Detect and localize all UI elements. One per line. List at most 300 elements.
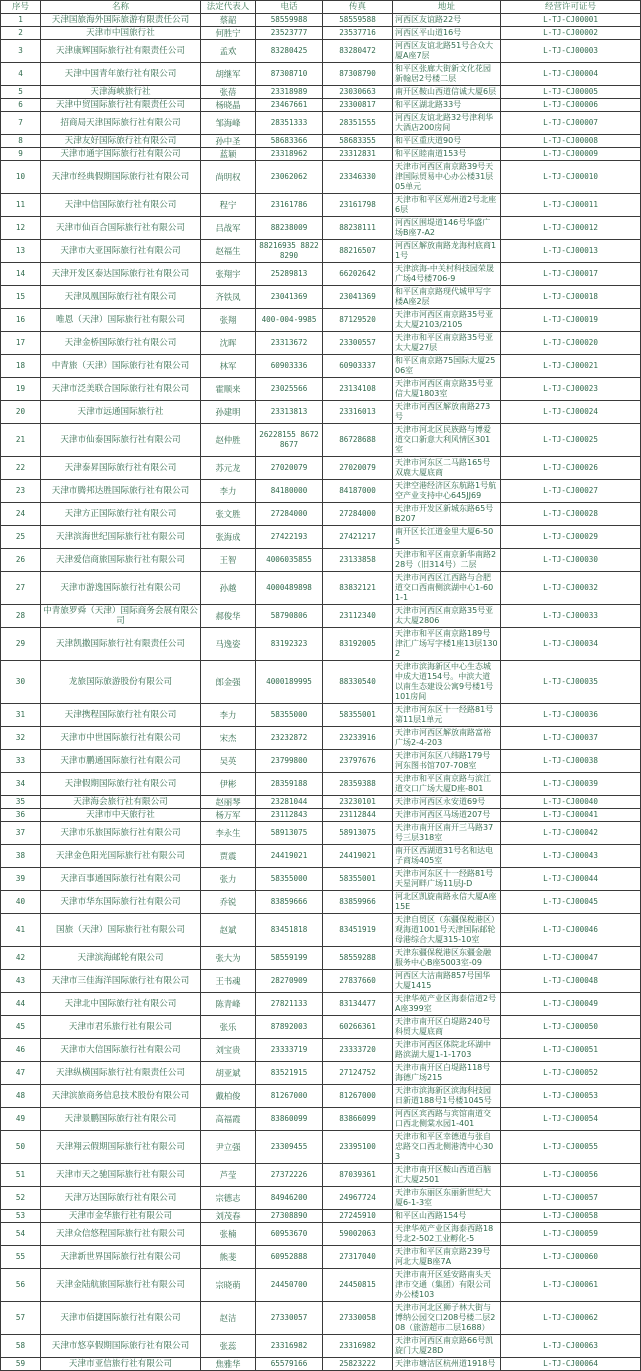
- phone-number-cell: 60903336: [256, 355, 323, 378]
- phone-number-cell: 60953670: [256, 1223, 323, 1246]
- row-no-cell: 5: [1, 86, 41, 99]
- table-row: [1, 1210, 641, 1223]
- license-number-cell: L-TJ-CJ00045: [501, 891, 641, 914]
- address-cell: 天津市河西区江西路与合肥道交口西南侧滨湖中心1-601-1: [393, 572, 501, 605]
- legal-representative-cell: 赵丽琴: [201, 796, 256, 809]
- legal-representative-cell: 赵斌: [201, 914, 256, 947]
- phone-number-cell: 23467661: [256, 99, 323, 112]
- address-cell: 天津市南开区白堤路118号海德广场215: [393, 1062, 501, 1085]
- phone-number-cell: 87892003: [256, 1016, 323, 1039]
- phone-number-cell: 23232872: [256, 727, 323, 750]
- phone-number-cell: 88238009: [256, 217, 323, 240]
- agency-name-cell: 天津市仙百合国际旅行社有限公司: [41, 217, 201, 240]
- phone-number-cell: 23316982: [256, 1335, 323, 1358]
- table-row: [1, 1062, 641, 1085]
- legal-representative-cell: 杨晓晶: [201, 99, 256, 112]
- agency-name-cell: 天津市中天旅行社: [41, 809, 201, 822]
- header-row: [1, 1, 641, 14]
- fax-number-cell: 83832121: [323, 572, 393, 605]
- fax-number-cell: 24419021: [323, 845, 393, 868]
- agency-name-cell: 天津市三佳海洋国际旅行社有限公司: [41, 970, 201, 993]
- phone-number-cell: 23062062: [256, 161, 323, 194]
- fax-number-cell: 87129520: [323, 309, 393, 332]
- phone-number-cell: 23799800: [256, 750, 323, 773]
- agency-name-cell: 天津滨海世纪国际旅行社有限公司: [41, 526, 201, 549]
- phone-number-cell: 23313813: [256, 401, 323, 424]
- fax-number-cell: 83451919: [323, 914, 393, 947]
- phone-number-cell: 400-004-9985: [256, 309, 323, 332]
- fax-number-cell: 88216507: [323, 240, 393, 263]
- legal-representative-cell: 孙越: [201, 572, 256, 605]
- license-number-cell: L-TJ-CJ00021: [501, 355, 641, 378]
- table-row: [1, 135, 641, 148]
- row-no-cell: 21: [1, 424, 41, 457]
- table-row: [1, 40, 641, 63]
- license-number-cell: L-TJ-CJ00059: [501, 1223, 641, 1246]
- table-row: [1, 845, 641, 868]
- agency-name-cell: 天津凤凰国际旅行社有限公司: [41, 286, 201, 309]
- legal-representative-cell: 林军: [201, 355, 256, 378]
- agency-name-cell: 天津海会旅行社有限公司: [41, 796, 201, 809]
- legal-representative-cell: 苏元龙: [201, 457, 256, 480]
- license-number-cell: L-TJ-CJ00034: [501, 628, 641, 661]
- license-number-cell: L-TJ-CJ00039: [501, 773, 641, 796]
- table-row: [1, 1039, 641, 1062]
- address-cell: 天津市和平区南京路239号河北大厦B座7A: [393, 1246, 501, 1269]
- phone-number-cell: 58790806: [256, 605, 323, 628]
- phone-number-cell: 28351333: [256, 112, 323, 135]
- header-address: 地址: [393, 1, 501, 14]
- license-number-cell: L-TJ-CJ00013: [501, 240, 641, 263]
- table-row: [1, 605, 641, 628]
- fax-number-cell: 83866099: [323, 1108, 393, 1131]
- row-no-cell: 58: [1, 1335, 41, 1358]
- license-number-cell: L-TJ-CJ00024: [501, 401, 641, 424]
- address-cell: 天津市河西区马场道207号: [393, 809, 501, 822]
- phone-number-cell: 28359188: [256, 773, 323, 796]
- agency-name-cell: 天津市游逸国际旅行社有限公司: [41, 572, 201, 605]
- row-no-cell: 24: [1, 503, 41, 526]
- row-no-cell: 42: [1, 947, 41, 970]
- agency-name-cell: 天津中国青年旅行社有限公司: [41, 63, 201, 86]
- agency-name-cell: 天津金桥国际旅行社有限公司: [41, 332, 201, 355]
- row-no-cell: 8: [1, 135, 41, 148]
- license-number-cell: L-TJ-CJ00048: [501, 970, 641, 993]
- license-number-cell: L-TJ-CJ00018: [501, 286, 641, 309]
- license-number-cell: L-TJ-CJ00019: [501, 309, 641, 332]
- fax-number-cell: 27317040: [323, 1246, 393, 1269]
- address-cell: 天津市和平区南京路189号津汇广场写字楼1座13层1302: [393, 628, 501, 661]
- address-cell: 天津市滨海新区中心生态城中成大道154号。中滨大道以南生态建设公寓9号楼1号101房间: [393, 661, 501, 704]
- license-number-cell: L-TJ-CJ00037: [501, 727, 641, 750]
- legal-representative-cell: 赵洁: [201, 1302, 256, 1335]
- table-row: [1, 1302, 641, 1335]
- legal-representative-cell: 张海成: [201, 526, 256, 549]
- address-cell: 天津市东丽区东丽新世纪大厦6-1-3室: [393, 1187, 501, 1210]
- row-no-cell: 57: [1, 1302, 41, 1335]
- table-row: [1, 332, 641, 355]
- legal-representative-cell: 杨万军: [201, 809, 256, 822]
- legal-representative-cell: 乔锐: [201, 891, 256, 914]
- address-cell: 天津市塘沽区杭州道1918号: [393, 1358, 501, 1371]
- legal-representative-cell: 张文胜: [201, 503, 256, 526]
- address-cell: 和平区山西路154号: [393, 1210, 501, 1223]
- fax-number-cell: 27421217: [323, 526, 393, 549]
- address-cell: 天津市河东区八纬路179号河东图书馆707-708室: [393, 750, 501, 773]
- table-row: [1, 355, 641, 378]
- address-cell: 天津华苑产业区海泰信道2号A座399室: [393, 993, 501, 1016]
- address-cell: 河北区凯旋南路永信大厦A座15E: [393, 891, 501, 914]
- phone-number-cell: 23523777: [256, 27, 323, 40]
- row-no-cell: 31: [1, 704, 41, 727]
- license-number-cell: L-TJ-CJ00050: [501, 1016, 641, 1039]
- row-no-cell: 18: [1, 355, 41, 378]
- table-row: [1, 457, 641, 480]
- header-no: 序号: [1, 1, 41, 14]
- phone-number-cell: 27330057: [256, 1302, 323, 1335]
- legal-representative-cell: 郝俊华: [201, 605, 256, 628]
- address-cell: 河西区友谊北路32号津利华大酒店200房间: [393, 112, 501, 135]
- table-row: [1, 1223, 641, 1246]
- header-license: 经营许可证号: [501, 1, 641, 14]
- agency-name-cell: 天津金色阳光国际旅行社有限公司: [41, 845, 201, 868]
- agency-name-cell: 天津开发区泰达国际旅行社有限公司: [41, 263, 201, 286]
- row-no-cell: 46: [1, 1039, 41, 1062]
- row-no-cell: 33: [1, 750, 41, 773]
- agency-name-cell: 天津市君乐旅行社有限公司: [41, 1016, 201, 1039]
- phone-number-cell: 84946200: [256, 1187, 323, 1210]
- table-row: [1, 217, 641, 240]
- legal-representative-cell: 胡亚斌: [201, 1062, 256, 1085]
- agency-name-cell: 天津市泛美联合国际旅行社有限公司: [41, 378, 201, 401]
- fax-number-cell: 66202642: [323, 263, 393, 286]
- table-row: [1, 1131, 641, 1164]
- phone-number-cell: 58355000: [256, 704, 323, 727]
- phone-number-cell: 23318962: [256, 148, 323, 161]
- agency-name-cell: 中青旅（天津）国际旅行社有限公司: [41, 355, 201, 378]
- row-no-cell: 14: [1, 263, 41, 286]
- phone-number-cell: 58355000: [256, 868, 323, 891]
- table-row: [1, 86, 641, 99]
- phone-number-cell: 58559988: [256, 14, 323, 27]
- row-no-cell: 30: [1, 661, 41, 704]
- address-cell: 天津市和平区郑州道2号北座6层: [393, 194, 501, 217]
- legal-representative-cell: 蔡韶: [201, 14, 256, 27]
- license-number-cell: L-TJ-CJ00004: [501, 63, 641, 86]
- agency-name-cell: 天津爱信商旅国际旅行社有限公司: [41, 549, 201, 572]
- address-cell: 天津市河西区解放南路富裕广场2-4-203: [393, 727, 501, 750]
- agency-name-cell: 天津假期国际旅行社有限公司: [41, 773, 201, 796]
- address-cell: 天津空港经济区东航路1号航空产业支持中心645JJ69: [393, 480, 501, 503]
- table-row: [1, 970, 641, 993]
- fax-number-cell: 23134108: [323, 378, 393, 401]
- license-number-cell: L-TJ-CJ00003: [501, 40, 641, 63]
- legal-representative-cell: 宗晓萌: [201, 1269, 256, 1302]
- license-number-cell: L-TJ-CJ00030: [501, 549, 641, 572]
- address-cell: 天津市河东区十一经路81号天星河畔广场11层J-D: [393, 868, 501, 891]
- row-no-cell: 50: [1, 1131, 41, 1164]
- fax-number-cell: 88330540: [323, 661, 393, 704]
- fax-number-cell: 23030663: [323, 86, 393, 99]
- license-number-cell: L-TJ-CJ00029: [501, 526, 641, 549]
- license-number-cell: L-TJ-CJ00005: [501, 86, 641, 99]
- agency-name-cell: 天津北中国际旅行社有限公司: [41, 993, 201, 1016]
- fax-number-cell: 23161798: [323, 194, 393, 217]
- table-row: [1, 822, 641, 845]
- license-number-cell: L-TJ-CJ00033: [501, 605, 641, 628]
- phone-number-cell: 24419021: [256, 845, 323, 868]
- fax-number-cell: 27284000: [323, 503, 393, 526]
- agency-name-cell: 唯恩（天津）国际旅行社有限公司: [41, 309, 201, 332]
- license-number-cell: L-TJ-CJ00057: [501, 1187, 641, 1210]
- table-row: [1, 572, 641, 605]
- legal-representative-cell: 霍顺来: [201, 378, 256, 401]
- row-no-cell: 27: [1, 572, 41, 605]
- legal-representative-cell: 郎金强: [201, 661, 256, 704]
- row-no-cell: 11: [1, 194, 41, 217]
- fax-number-cell: 83859966: [323, 891, 393, 914]
- agency-name-cell: 天津市大信国际旅行社有限公司: [41, 1039, 201, 1062]
- license-number-cell: L-TJ-CJ00009: [501, 148, 641, 161]
- phone-number-cell: 23112843: [256, 809, 323, 822]
- fax-number-cell: 27124752: [323, 1062, 393, 1085]
- fax-number-cell: 83192005: [323, 628, 393, 661]
- agency-name-cell: 天津新世界国际旅行社有限公司: [41, 1246, 201, 1269]
- legal-representative-cell: 宋杰: [201, 727, 256, 750]
- row-no-cell: 34: [1, 773, 41, 796]
- row-no-cell: 10: [1, 161, 41, 194]
- table-row: [1, 112, 641, 135]
- table-row: [1, 1335, 641, 1358]
- address-cell: 天津市河东区二马路165号双鹿大厦底商: [393, 457, 501, 480]
- table-row: [1, 480, 641, 503]
- address-cell: 天津市河西区体院北环湖中路滨湖大厦1-1-1703: [393, 1039, 501, 1062]
- table-row: [1, 424, 641, 457]
- row-no-cell: 36: [1, 809, 41, 822]
- license-number-cell: L-TJ-CJ00056: [501, 1164, 641, 1187]
- address-cell: 天津市滨海新区滨海科技园日新道188号1号楼1045号: [393, 1085, 501, 1108]
- address-cell: 天津市开发区新城东路65号B207: [393, 503, 501, 526]
- legal-representative-cell: 齐铁凤: [201, 286, 256, 309]
- address-cell: 天津华苑产业区海泰西路18号北2-502工业孵化-5: [393, 1223, 501, 1246]
- phone-number-cell: 84180000: [256, 480, 323, 503]
- row-no-cell: 59: [1, 1358, 41, 1371]
- table-row: [1, 1269, 641, 1302]
- fax-number-cell: 23333720: [323, 1039, 393, 1062]
- table-row: [1, 1246, 641, 1269]
- agency-name-cell: 天津市经典假期国际旅行社有限公司: [41, 161, 201, 194]
- address-cell: 天津市河西区南京路35号亚太大厦2806: [393, 605, 501, 628]
- address-cell: 河西区平山道16号: [393, 27, 501, 40]
- fax-number-cell: 60266361: [323, 1016, 393, 1039]
- fax-number-cell: 58683355: [323, 135, 393, 148]
- agency-name-cell: 天津国旅海外国际旅游有限责任公司: [41, 14, 201, 27]
- row-no-cell: 35: [1, 796, 41, 809]
- license-number-cell: L-TJ-CJ00017: [501, 263, 641, 286]
- header-legal-rep: 法定代表人: [201, 1, 256, 14]
- phone-number-cell: 4000489898: [256, 572, 323, 605]
- row-no-cell: 29: [1, 628, 41, 661]
- legal-representative-cell: 芦莹: [201, 1164, 256, 1187]
- legal-representative-cell: 张大为: [201, 947, 256, 970]
- table-row: [1, 240, 641, 263]
- phone-number-cell: 27372226: [256, 1164, 323, 1187]
- address-cell: 天津市河西区解放南路273号: [393, 401, 501, 424]
- fax-number-cell: 24450815: [323, 1269, 393, 1302]
- license-number-cell: L-TJ-CJ00010: [501, 161, 641, 194]
- fax-number-cell: 24967724: [323, 1187, 393, 1210]
- license-number-cell: L-TJ-CJ00043: [501, 845, 641, 868]
- phone-number-cell: 58559199: [256, 947, 323, 970]
- address-cell: 南开区鞍山西道信诚大厦6层: [393, 86, 501, 99]
- fax-number-cell: 23230101: [323, 796, 393, 809]
- legal-representative-cell: 何胜宁: [201, 27, 256, 40]
- legal-representative-cell: 李永生: [201, 822, 256, 845]
- legal-representative-cell: 张楠: [201, 1223, 256, 1246]
- header-fax: 传真: [323, 1, 393, 14]
- phone-number-cell: 23313672: [256, 332, 323, 355]
- fax-number-cell: 86728688: [323, 424, 393, 457]
- row-no-cell: 12: [1, 217, 41, 240]
- license-number-cell: L-TJ-CJ00011: [501, 194, 641, 217]
- row-no-cell: 23: [1, 480, 41, 503]
- agency-name-cell: 天津众信悠程国际旅行社有限公司: [41, 1223, 201, 1246]
- row-no-cell: 16: [1, 309, 41, 332]
- row-no-cell: 19: [1, 378, 41, 401]
- legal-representative-cell: 高福霞: [201, 1108, 256, 1131]
- phone-number-cell: 27308890: [256, 1210, 323, 1223]
- row-no-cell: 25: [1, 526, 41, 549]
- fax-number-cell: 59002063: [323, 1223, 393, 1246]
- phone-number-cell: 4000189995: [256, 661, 323, 704]
- phone-number-cell: 83451818: [256, 914, 323, 947]
- agency-name-cell: 天津市通宇国际旅行社有限公司: [41, 148, 201, 161]
- table-row: [1, 993, 641, 1016]
- license-number-cell: L-TJ-CJ00025: [501, 424, 641, 457]
- fax-number-cell: 83134477: [323, 993, 393, 1016]
- phone-number-cell: 25289813: [256, 263, 323, 286]
- agency-name-cell: 天津万达国际旅行社有限公司: [41, 1187, 201, 1210]
- row-no-cell: 48: [1, 1085, 41, 1108]
- agency-name-cell: 天津市鹏通国际旅行社有限公司: [41, 750, 201, 773]
- phone-number-cell: 23309455: [256, 1131, 323, 1164]
- fax-number-cell: 84187000: [323, 480, 393, 503]
- table-row: [1, 1187, 641, 1210]
- fax-number-cell: 23233916: [323, 727, 393, 750]
- address-cell: 天津市和平区南京新华南路228号（旧314号）二层: [393, 549, 501, 572]
- row-no-cell: 17: [1, 332, 41, 355]
- legal-representative-cell: 赵福生: [201, 240, 256, 263]
- phone-number-cell: 83859666: [256, 891, 323, 914]
- address-cell: 天津市河西区永安道69号: [393, 796, 501, 809]
- phone-number-cell: 60952888: [256, 1246, 323, 1269]
- row-no-cell: 49: [1, 1108, 41, 1131]
- fax-number-cell: 23312831: [323, 148, 393, 161]
- table-row: [1, 378, 641, 401]
- row-no-cell: 15: [1, 286, 41, 309]
- legal-representative-cell: 王智: [201, 549, 256, 572]
- phone-number-cell: 58683366: [256, 135, 323, 148]
- legal-representative-cell: 张蓓: [201, 86, 256, 99]
- address-cell: 和平区张廊大街新文化花园新翰居2号楼二层: [393, 63, 501, 86]
- legal-representative-cell: 伊彬: [201, 773, 256, 796]
- address-cell: 河西区友谊路22号: [393, 14, 501, 27]
- fax-number-cell: 81267000: [323, 1085, 393, 1108]
- address-cell: 天津滨海-中关村科技园荣晟广场4号楼706-9: [393, 263, 501, 286]
- row-no-cell: 41: [1, 914, 41, 947]
- table-row: [1, 526, 641, 549]
- legal-representative-cell: 沈晖: [201, 332, 256, 355]
- row-no-cell: 2: [1, 27, 41, 40]
- address-cell: 和平区重庆道90号: [393, 135, 501, 148]
- table-row: [1, 704, 641, 727]
- phone-number-cell: 27020079: [256, 457, 323, 480]
- row-no-cell: 38: [1, 845, 41, 868]
- fax-number-cell: 27020079: [323, 457, 393, 480]
- license-number-cell: L-TJ-CJ00007: [501, 112, 641, 135]
- row-no-cell: 56: [1, 1269, 41, 1302]
- agency-name-cell: 天津市中世国际旅行社有限公司: [41, 727, 201, 750]
- license-number-cell: L-TJ-CJ00044: [501, 868, 641, 891]
- fax-number-cell: 88238111: [323, 217, 393, 240]
- row-no-cell: 26: [1, 549, 41, 572]
- legal-representative-cell: 吴英: [201, 750, 256, 773]
- license-number-cell: L-TJ-CJ00023: [501, 378, 641, 401]
- license-number-cell: L-TJ-CJ00053: [501, 1085, 641, 1108]
- license-number-cell: L-TJ-CJ00035: [501, 661, 641, 704]
- agency-name-cell: 国旅（天津）国际旅行社有限公司: [41, 914, 201, 947]
- agency-name-cell: 天津方正国际旅行社有限公司: [41, 503, 201, 526]
- agency-name-cell: 天津市大亚国际旅行社有限公司: [41, 240, 201, 263]
- license-number-cell: L-TJ-CJ00055: [501, 1131, 641, 1164]
- phone-number-cell: 27422193: [256, 526, 323, 549]
- row-no-cell: 44: [1, 993, 41, 1016]
- license-number-cell: L-TJ-CJ00049: [501, 993, 641, 1016]
- fax-number-cell: 23395100: [323, 1131, 393, 1164]
- address-cell: 天津市河北区狮子林大街与博纳公园交口208号楼二层208（旅游超市二层1688）: [393, 1302, 501, 1335]
- legal-representative-cell: 张蕊: [201, 1335, 256, 1358]
- phone-number-cell: 81267000: [256, 1085, 323, 1108]
- agency-name-cell: 天津滨海邮轮有限公司: [41, 947, 201, 970]
- address-cell: 天津市南开区鞍山西道百脑汇大厦2501: [393, 1164, 501, 1187]
- legal-representative-cell: 焦雅华: [201, 1358, 256, 1371]
- address-cell: 河西区解放南路龙海村底商11号: [393, 240, 501, 263]
- table-row: [1, 148, 641, 161]
- license-number-cell: L-TJ-CJ00032: [501, 572, 641, 605]
- agency-name-cell: 天津市天之驰国际旅行社有限公司: [41, 1164, 201, 1187]
- table-row: [1, 1358, 641, 1371]
- license-number-cell: L-TJ-CJ00002: [501, 27, 641, 40]
- address-cell: 天津市和平区南京路35号亚太大厦27层: [393, 332, 501, 355]
- legal-representative-cell: 张翔宇: [201, 263, 256, 286]
- fax-number-cell: 23041369: [323, 286, 393, 309]
- license-number-cell: L-TJ-CJ00058: [501, 1210, 641, 1223]
- row-no-cell: 3: [1, 40, 41, 63]
- address-cell: 天津市河西区南京路35号亚太大厦2103/2105: [393, 309, 501, 332]
- agency-name-cell: 天津市远通国际旅行社: [41, 401, 201, 424]
- legal-representative-cell: 张乐: [201, 1016, 256, 1039]
- agency-name-cell: 中青旅罗舜（天津）国际商务会展有限公司: [41, 605, 201, 628]
- fax-number-cell: 60903337: [323, 355, 393, 378]
- table-row: [1, 1085, 641, 1108]
- table-row: [1, 868, 641, 891]
- agency-name-cell: 天津凯撒国际旅行社有限责任公司: [41, 628, 201, 661]
- phone-number-cell: 27284000: [256, 503, 323, 526]
- table-row: [1, 161, 641, 194]
- row-no-cell: 4: [1, 63, 41, 86]
- phone-number-cell: 4006035855: [256, 549, 323, 572]
- legal-representative-cell: 尚明权: [201, 161, 256, 194]
